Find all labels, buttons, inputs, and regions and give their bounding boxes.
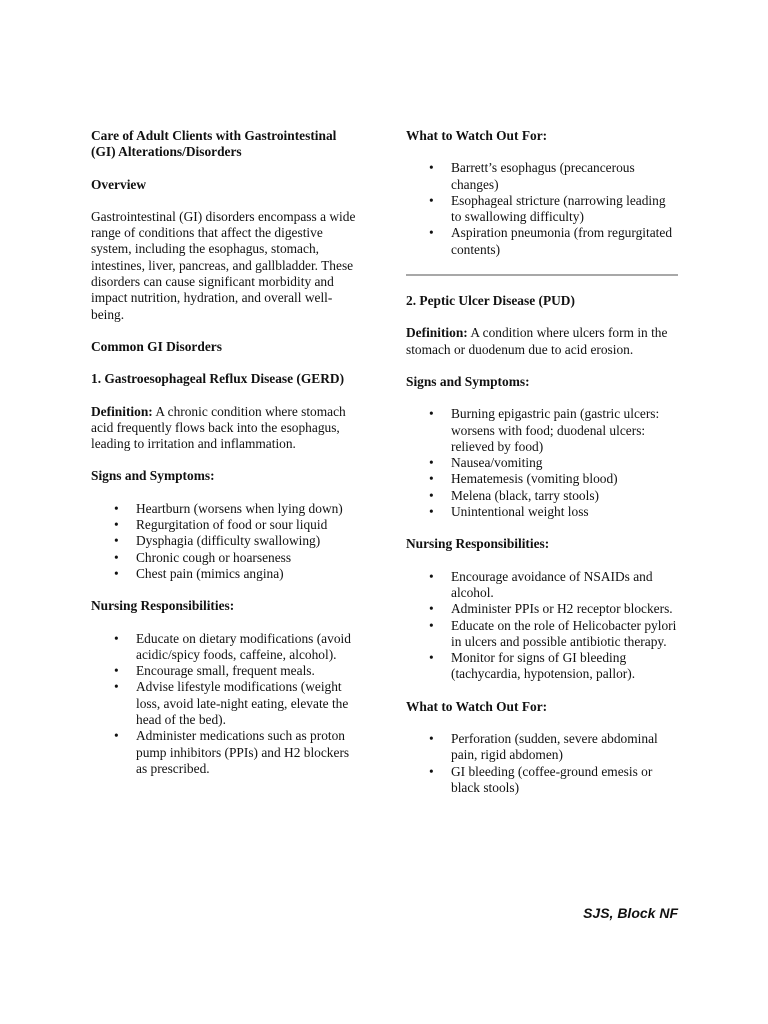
gerd-signs-heading: Signs and Symptoms: [91,468,215,484]
list-item: • Barrett’s esophagus (precancerous changes) [429,160,635,192]
gerd-nursing-list [91,631,359,778]
bullet-icon: • [114,728,119,744]
list-item: • Aspiration pneumonia (from regurgitated contents) [429,225,673,257]
list-item: • Advise lifestyle modifications (weight loss, avoid late-night eating, elevate the head of the bed). [114,679,349,728]
bullet-icon: • [114,500,119,516]
list-item: • Nausea/vomiting [429,455,543,471]
pud-definition-label: Definition: [406,325,468,341]
pud-watch-heading: What to Watch Out For: [406,698,548,714]
bullet-icon: • [429,192,434,208]
list-item: • Perforation (sudden, severe abdominal pain, rigid abdomen) [429,731,658,763]
bullet-icon: • [114,630,119,646]
list-item: • Hematemesis (vomiting blood) [429,471,618,487]
pud-definition-text: A condition where ulcers form in the stomach or duodenum due to acid erosion. [406,325,668,357]
pud-nursing-list [406,569,678,683]
list-item: • Encourage avoidance of NSAIDs and alcohol. [429,568,653,600]
list-item: • Chest pain (mimics angina) [114,565,284,581]
list-item: • Melena (black, tarry stools) [429,487,599,503]
list-item: • Monitor for signs of GI bleeding (tachycardia, hypotension, pallor). [429,650,636,682]
bullet-icon: • [429,225,434,241]
gerd-definition [91,404,359,453]
list-item: • Administer medications such as proton pump inhibitors (PPIs) and H2 blockers as prescribed. [114,728,350,776]
bullet-icon: • [429,471,434,487]
bullet-icon: • [429,601,434,617]
pud-heading: 2. Peptic Ulcer Disease (PUD) [406,293,575,309]
bullet-icon: • [429,406,434,422]
bullet-icon: • [429,763,434,779]
list-item: • Dysphagia (difficulty swallowing) [114,533,321,549]
gerd-watch-list [406,160,678,258]
list-item: • Administer PPIs or H2 receptor blockers. [429,601,673,617]
bullet-icon: • [429,487,434,503]
pud-definition [406,325,678,358]
overview-heading: Overview [91,176,147,192]
section-divider [406,274,678,276]
bullet-icon: • [429,650,434,666]
bullet-icon: • [429,731,434,747]
bullet-icon: • [114,663,119,679]
bullet-icon: • [114,517,119,533]
document-title: Care of Adult Clients with Gastrointestinal (GI) Alterations/Disorders [91,128,337,160]
gerd-nursing-heading: Nursing Responsibilities: [91,598,235,614]
bullet-icon: • [114,549,119,565]
right-column [406,128,678,812]
bullet-icon: • [114,679,119,695]
bullet-icon: • [429,568,434,584]
left-column [91,128,359,793]
gerd-heading: 1. Gastroesophageal Reflux Disease (GERD) [91,371,345,387]
footer-signature: SJS, Block NF [583,905,678,921]
gerd-definition-label: Definition: [91,403,153,419]
list-item: • Regurgitation of food or sour liquid [114,517,328,533]
pud-nursing-heading: Nursing Responsibilities: [406,536,550,552]
list-item: • Heartburn (worsens when lying down) [114,500,343,516]
bullet-icon: • [429,455,434,471]
pud-signs-list [406,406,678,520]
list-item: • Educate on dietary modifications (avoid acidic/spicy foods, caffeine, alcohol). [114,630,351,662]
gerd-signs-list [91,501,359,582]
list-item: • Chronic cough or hoarseness [114,549,292,565]
list-item: • GI bleeding (coffee-ground emesis or black stools) [429,763,653,795]
bullet-icon: • [114,565,119,581]
bullet-icon: • [429,160,434,176]
bullet-icon: • [429,617,434,633]
list-item: • Esophageal stricture (narrowing leading to swallowing difficulty) [429,192,666,225]
list-item: • Educate on the role of Helicobacter pylori in ulcers and possible antibiotic therapy. [429,617,677,649]
bullet-icon: • [114,533,119,549]
overview-paragraph: Gastrointestinal (GI) disorders encompass a wide range of conditions that affect the digestive system, including the esophagus, stomach, intestines, liver, pancreas, and gallbladder. These disorders can cause significant morbidity and impact nutrition, hydration, and overall well-being. [91,208,356,322]
gerd-watch-heading: What to Watch Out For: [406,128,548,143]
list-item: • Unintentional weight loss [429,504,589,520]
gerd-definition-text: A chronic condition where stomach acid frequently flows back into the esophagus, leading to irritation and inflammation. [91,403,346,452]
pud-signs-heading: Signs and Symptoms: [406,373,530,389]
list-item: • Burning epigastric pain (gastric ulcers: worsens with food; duodenal ulcers: relieved by food) [429,406,660,454]
pud-watch-list [406,731,678,796]
common-disorders-heading: Common GI Disorders [91,338,222,354]
list-item: • Encourage small, frequent meals. [114,663,315,679]
bullet-icon: • [429,504,434,520]
